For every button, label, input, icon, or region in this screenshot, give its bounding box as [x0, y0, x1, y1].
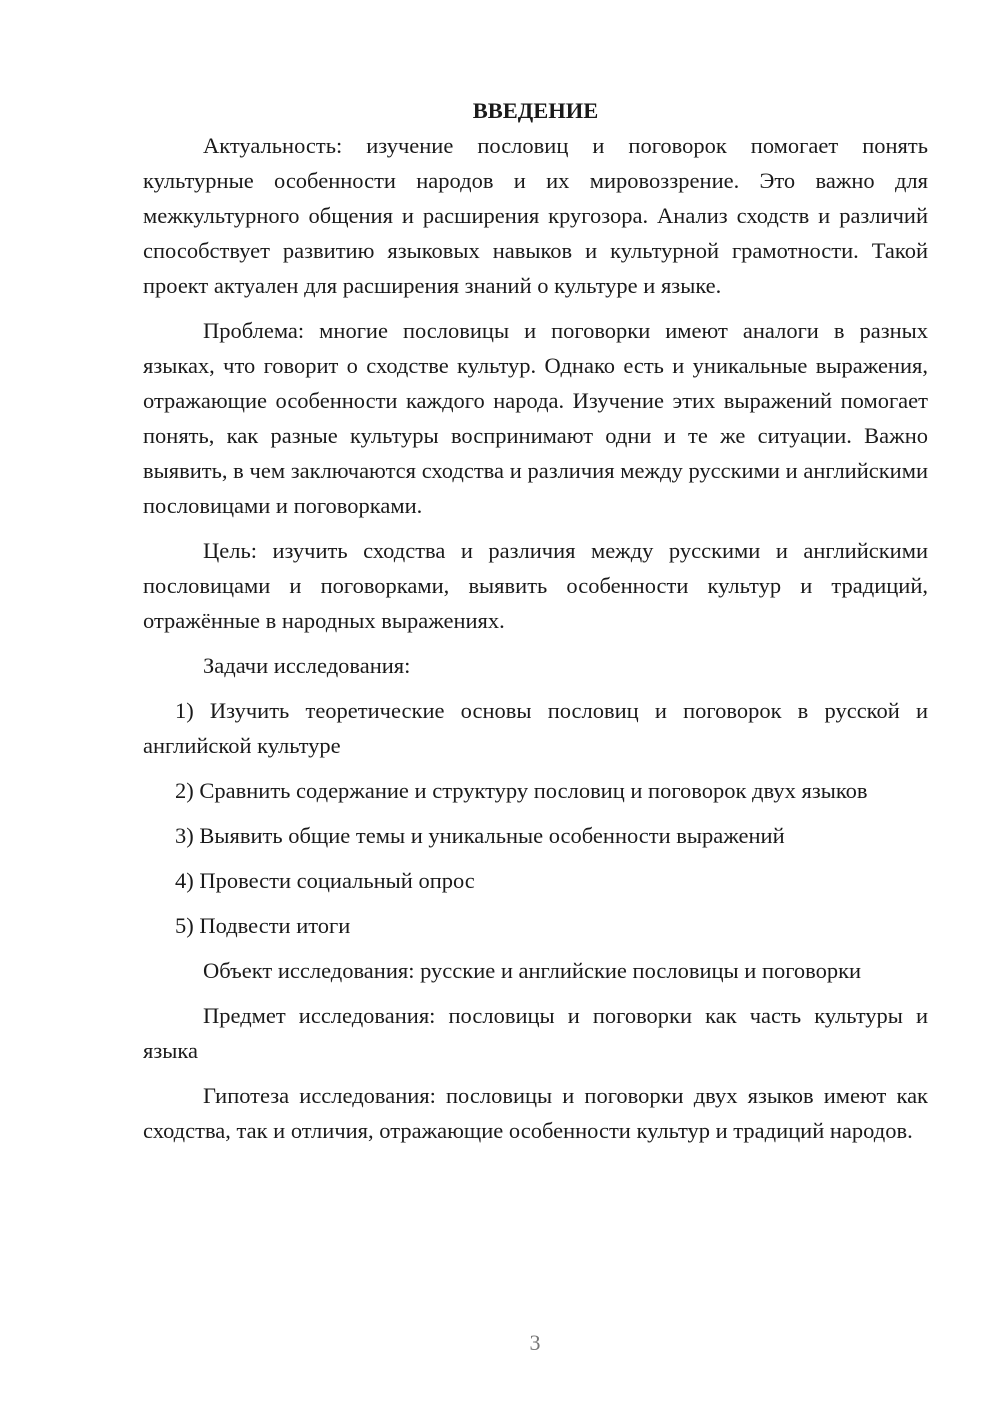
task-item-1: 1) Изучить теоретические основы пословиц и поговорок в русской и английской культуре: [143, 698, 928, 758]
relevance-paragraph: Актуальность: изучение пословиц и поговорок помогает понять культурные особенности народов и их мировоззрение. Это важно для межкультурного общения и расширения кругозора. Анализ сходств и различий способствует развитию языковых навыков и культурной грамотности. Такой проект актуален для расширения знаний о культуре и языке.: [143, 133, 928, 298]
task-item-5: 5) Подвести итоги: [175, 913, 351, 938]
problem-paragraph: Проблема: многие пословицы и поговорки имеют аналоги в разных языках, что говорит о сходстве культур. Однако есть и уникальные выражения, отражающие особенности каждого народа. Изучение этих выражений помогает понять, как разные культуры воспринимают одни и те же ситуации. Важно выявить, в чем заключаются сходства и различия между русскими и английскими пословицами и поговорками.: [143, 318, 928, 518]
goal-paragraph: Цель: изучить сходства и различия между русскими и английскими пословицами и поговорками, выявить особенности культур и традиций, отражённые в народных выражениях.: [143, 538, 928, 633]
tasks-heading: Задачи исследования:: [203, 653, 411, 678]
task-item-2: 2) Сравнить содержание и структуру пословиц и поговорок двух языков: [175, 778, 868, 803]
tasks-list: [143, 693, 928, 943]
page-content: [143, 93, 928, 1158]
page-title: ВВЕДЕНИЕ: [472, 98, 599, 123]
hypothesis-paragraph: Гипотеза исследования: пословицы и поговорки двух языков имеют как сходства, так и отличия, отражающие особенности культур и традиций народов.: [143, 1083, 928, 1143]
subject-paragraph: Предмет исследования: пословицы и поговорки как часть культуры и языка: [143, 1003, 928, 1063]
page-number: 3: [529, 1330, 541, 1355]
task-item-3: 3) Выявить общие темы и уникальные особенности выражений: [175, 823, 785, 848]
task-item-4: 4) Провести социальный опрос: [175, 868, 475, 893]
object-paragraph: Объект исследования: русские и английские пословицы и поговорки: [203, 958, 862, 983]
